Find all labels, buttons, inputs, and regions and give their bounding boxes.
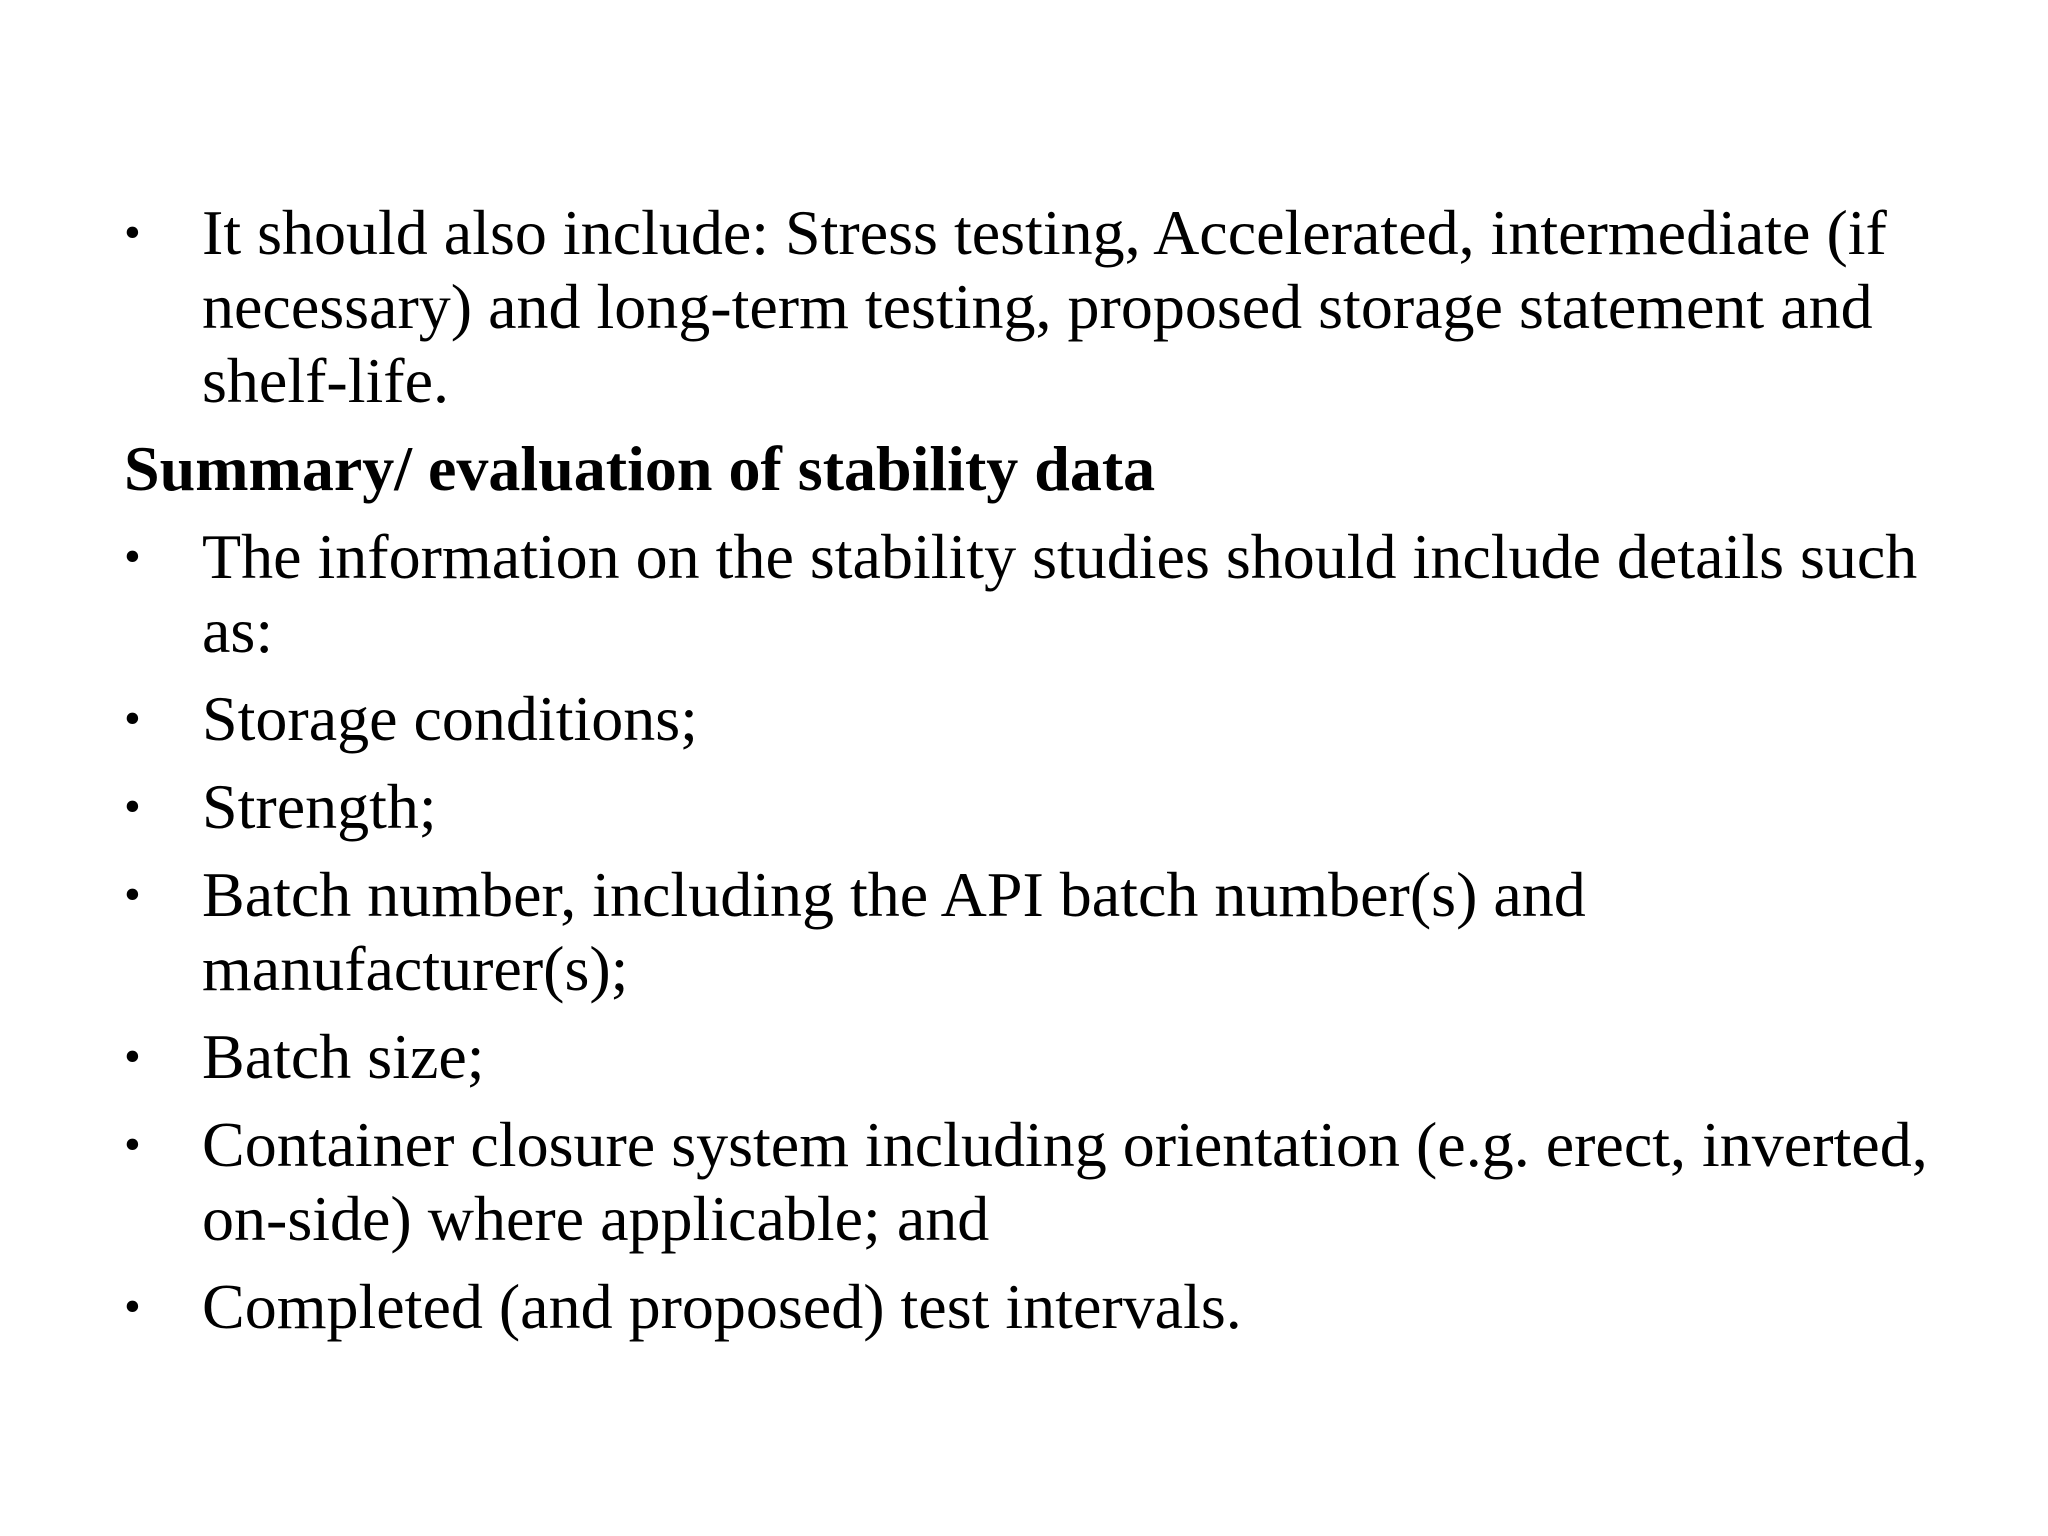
bullet-text: Container closure system including orientation (e.g. erect, inverted, on-side) where applicable; and — [202, 1109, 1928, 1254]
bullet-icon: • — [124, 780, 141, 833]
section-heading: Summary/ evaluation of stability data — [124, 433, 1156, 504]
bullet-icon: • — [124, 1030, 141, 1083]
bullet-icon: • — [124, 1280, 141, 1333]
bullet-item — [124, 770, 1964, 844]
bullet-text: Strength; — [202, 771, 437, 842]
bullet-text: Batch size; — [202, 1021, 485, 1092]
bullet-icon: • — [124, 1118, 141, 1171]
bullet-text: Completed (and proposed) test intervals. — [202, 1271, 1242, 1342]
bullet-item-intro — [124, 196, 1964, 418]
bullet-item — [124, 1020, 1964, 1094]
bullet-text: The information on the stability studies should include details such as: — [202, 521, 1918, 666]
bullet-item — [124, 1108, 1964, 1256]
bullet-icon: • — [124, 692, 141, 745]
bullet-text: Storage conditions; — [202, 683, 698, 754]
bullet-item — [124, 1270, 1964, 1344]
bullet-icon: • — [124, 530, 141, 583]
bullet-item — [124, 520, 1964, 668]
slide-content — [124, 196, 1964, 1358]
bullet-text: Batch number, including the API batch number(s) and manufacturer(s); — [202, 859, 1586, 1004]
bullet-text: It should also include: Stress testing, Accelerated, intermediate (if necessary) and long-term testing, proposed storage statement and shelf-life. — [202, 197, 1887, 416]
bullet-item — [124, 682, 1964, 756]
bullet-icon: • — [124, 206, 141, 259]
bullet-icon: • — [124, 868, 141, 921]
bullet-item — [124, 858, 1964, 1006]
